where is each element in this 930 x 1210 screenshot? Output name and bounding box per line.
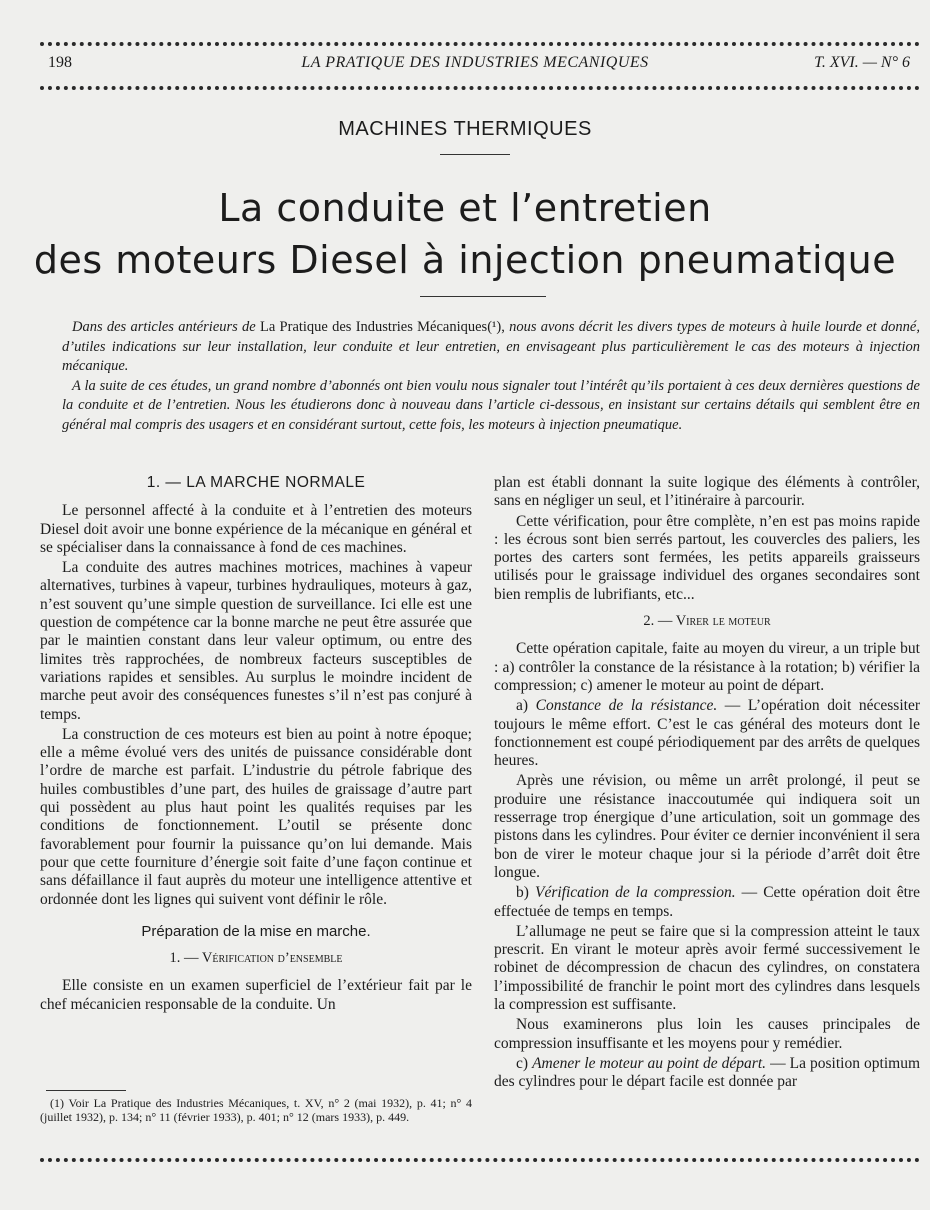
article-title-line-2: des moteurs Diesel à injection pneumatique <box>33 238 897 282</box>
title-rule <box>420 296 546 297</box>
heading-marche-normale: 1. — LA MARCHE NORMALE <box>146 474 366 491</box>
right-paragraph-6: b) Vérification de la compression. — Cette opération doit être effectuée de temps en temps. <box>494 884 920 920</box>
header-dotted-rule <box>40 86 920 90</box>
intro-paragraph-1: Dans des articles antérieurs de La Pratique des Industries Mécaniques(¹), nous avons décrit les divers types de moteurs à huile lourde et donné, d’utiles indications sur leur installation, leur conduite et leur entretien, en envisageant plus particulièrement le cas des moteurs à injection mécanique. <box>62 319 920 374</box>
right-paragraph-4: a) Constance de la résistance. — L’opération doit nécessiter toujours le même effort. C’est le cas général des moteurs dont le fonctionnement est coupé périodiquement par des arrêts de quelques heures. <box>494 697 920 770</box>
page-number: 198 <box>48 54 72 71</box>
right-paragraph-5: Après une révision, ou même un arrêt prolongé, il peut se produire une résistance inaccoutumée qui indiquera soit un resserrage trop énergique d’une articulation, soit un gommage des pistons dans les cylindres. Pour éviter ce dernier inconvénient il sera bon de virer le moteur chaque jour si la période d’arrêt doit être longue. <box>494 772 920 881</box>
right-paragraph-1: plan est établi donnant la suite logique des éléments à contrôler, sans en négliger un seul, et l’itinéraire à parcourir. <box>494 474 920 510</box>
left-column <box>40 474 472 1016</box>
right-paragraph-8: Nous examinerons plus loin les causes principales de compression insuffisante et les moyens pour y remédier. <box>494 1016 920 1052</box>
subsubheading-verification: 1. — Vérification d’ensemble <box>169 950 343 967</box>
subheading-preparation: Préparation de la mise en marche. <box>141 922 371 940</box>
right-paragraph-3: Cette opération capitale, faite au moyen du vireur, a un triple but : a) contrôler la constance de la résistance à la rotation; b) vérifier la compression; c) amener le moteur au point de départ. <box>494 640 920 694</box>
footnote-rule <box>46 1090 126 1091</box>
volume-number: T. XVI. — N° 6 <box>814 54 910 71</box>
journal-title: LA PRATIQUE DES INDUSTRIES MECANIQUES <box>301 54 649 71</box>
bottom-dotted-rule <box>40 1158 920 1162</box>
right-paragraph-9: c) Amener le moteur au point de départ. — La position optimum des cylindres pour le départ facile est donnée par <box>494 1054 920 1091</box>
section-title: MACHINES THERMIQUES <box>338 118 592 140</box>
intro-paragraph-2: A la suite de ces études, un grand nombre d’abonnés ont bien voulu nous signaler tout l’intérêt qu’ils portaient à ces deux dernières questions de la conduite et de l’entretien. Nous les étudierons donc à nouveau dans l’article ci-dessous, en insistant sur certains détails qui semblent être en général mal compris des usagers et en considérant surtout, cette fois, les moteurs à injection pneumatique. <box>62 377 920 433</box>
section-title-rule <box>440 154 510 155</box>
subsubheading-virer: 2. — Virer le moteur <box>643 613 771 630</box>
left-paragraph-3: La construction de ces moteurs est bien au point à notre époque; elle a même évolué vers des unités de puissance considérable dont l’ordre de marche est parfait. L’industrie du pétrole fabrique des huiles combustibles d’une part, des huiles de graissage d’autre part qui possèdent au plus haut point les qualités requises par les conditions de fonctionnement. L’outil se présente donc favorablement pour fournir la puissance qu’on lui demande. Mais pour que cette fourniture d’énergie soit faite d’une façon continue et sans défaillance il faut auprès du moteur une intelligence attentive et ordonnée dont les lignes qui suivent vont définir le rôle. <box>40 725 472 908</box>
intro-paragraphs <box>62 318 920 435</box>
left-paragraph-1: Le personnel affecté à la conduite et à l’entretien des moteurs Diesel doit avoir une bonne expérience de la mécanique en général et se spécialiser dans la connaissance à fond de ces machines. <box>40 502 472 556</box>
top-dotted-rule <box>40 42 920 46</box>
running-head <box>40 54 910 78</box>
footnote-text: (1) Voir La Pratique des Industries Mécaniques, t. XV, n° 2 (mai 1932), p. 41; n° 4 (juillet 1932), p. 134; n° 11 (février 1933), p. 401; n° 12 (mars 1933), p. 449. <box>40 1096 472 1124</box>
footnote <box>40 1097 472 1124</box>
article-title-line-1: La conduite et l’entretien <box>218 186 712 230</box>
right-column <box>494 474 920 1094</box>
left-paragraph-2: La conduite des autres machines motrices, machines à vapeur alternatives, turbines à vapeur, turbines hydrauliques, moteurs à gaz, n’est souvent qu’une simple question de surveillance. Ici elle est une question de compétence car la bonne marche ne peut être assurée que par le maintien constant dans leur valeur optimum, ou entre des limites très rapprochées, de nombreux facteurs susceptibles de variations rapides et sensibles. Au surplus le moindre incident de marche peut avoir des conséquences funestes s’il n’est pas conjuré à temps. <box>40 559 472 723</box>
right-paragraph-7: L’allumage ne peut se faire que si la compression atteint le taux prescrit. En virant le moteur après avoir fermé successivement le robinet de décompression de chacun des cylindres, on constatera l’impossibilité de franchir le point mort des cylindres dans lesquels la compression est suffisante. <box>494 922 920 1014</box>
right-paragraph-2: Cette vérification, pour être complète, n’en est pas moins rapide : les écrous sont bien serrés partout, les couvercles des paliers, les portes des carters sont fermées, les petits appareils graisseurs utilisés pour le graissage individuel des organes secondaires sont bien remplis de lubrifiants, etc... <box>494 512 920 603</box>
left-paragraph-4: Elle consiste en un examen superficiel de l’extérieur fait par le chef mécanicien responsable de la conduite. Un <box>40 977 472 1013</box>
